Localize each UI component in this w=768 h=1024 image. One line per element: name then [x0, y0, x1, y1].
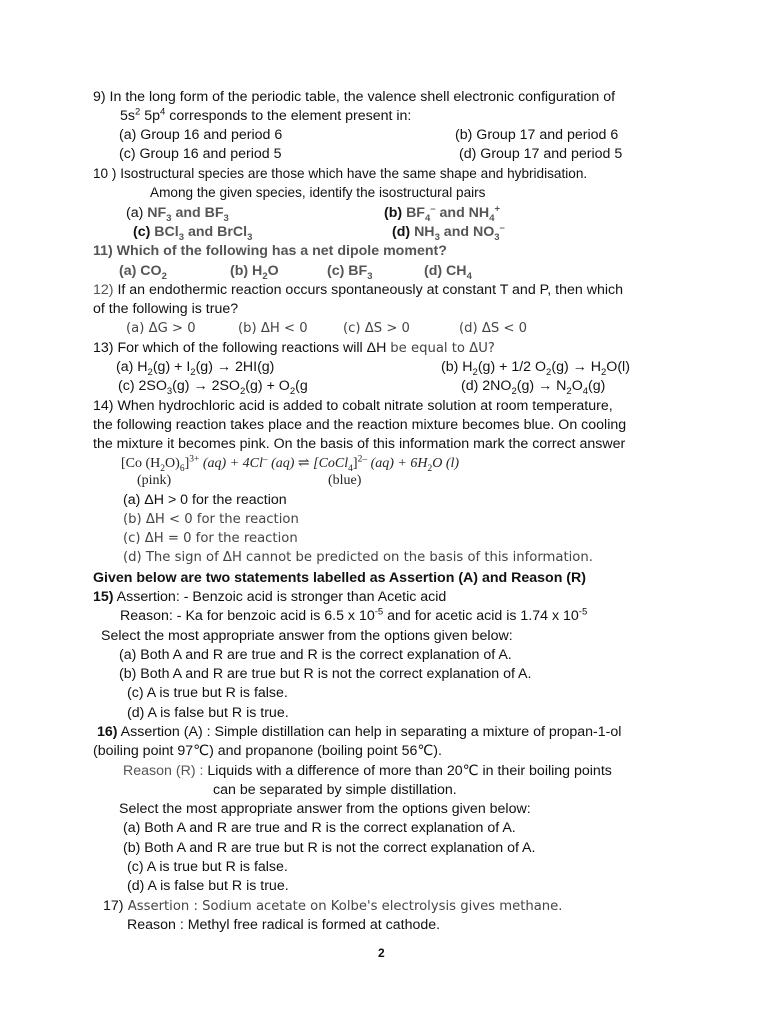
- q11-option-b: (b) $H_2O$: [230, 263, 279, 282]
- q14-option-b: (b) ΔH < 0 for the reaction: [123, 512, 299, 527]
- q16-option-a: (a) Both A and R are true and R is the correct explanation of A.: [123, 820, 516, 836]
- q15-reason: Reason: - Ka for benzoic acid is 6.5 x $10^{-5}$ and for acetic acid is 1.74 x $10^{-5}$: [120, 606, 588, 624]
- q14-stem-line-1: 14) When hydrochloric acid is added to cobalt nitrate solution at room temperature,: [93, 398, 613, 414]
- q14-equation: [Co $(H_2O)_6]^{3+}$ (aq) + 4Cl– (aq) ⇌ [CoCl$_4$]$^{2-}$ $(aq) + 6H_2O$ (l): [121, 454, 460, 474]
- q16-reason-line-1: Reason (R) : Liquids with a difference of more than 20℃ in their boiling points: [123, 763, 612, 779]
- q12-stem-line-1: 12) If an endothermic reaction occurs spontaneously at constant T and P, then which: [93, 282, 624, 298]
- q14-stem-line-3: the mixture it becomes pink. On the basis of this information mark the correct answer: [93, 436, 626, 452]
- q13-option-d: (d) $2NO_2(g) \to N_2O_4(g)$: [461, 378, 606, 397]
- q12-option-d: (d) ΔS < 0: [459, 321, 528, 336]
- q16-option-d: (d) A is false but R is true.: [127, 878, 289, 894]
- q9-option-b: (b) Group 17 and period 6: [455, 127, 619, 143]
- section-heading: Given below are two statements labelled as Assertion (A) and Reason (R): [93, 570, 587, 586]
- q17-assertion: 17) Assertion : Sodium acetate on Kolbe's electrolysis gives methane.: [103, 898, 563, 914]
- q14-option-c: (c) ΔH = 0 for the reaction: [123, 531, 298, 546]
- q11-stem: 11) Which of the following has a net dipole moment?: [93, 243, 447, 259]
- q11-option-a: (a) $CO_2$: [119, 263, 167, 282]
- q11-option-c: (c) $BF_3$: [327, 263, 373, 282]
- q9-option-c: (c) Group 16 and period 5: [119, 146, 282, 162]
- q10-option-a: (a) $NF_3$ and $BF_3$: [126, 205, 229, 224]
- q14-label-pink: (pink): [137, 473, 172, 488]
- q12-option-b: (b) ΔH < 0: [238, 321, 308, 336]
- q16-assertion-line-2: (boiling point 97℃) and propanone (boiling point 56℃).: [93, 743, 442, 759]
- q15-option-d: (d) A is false but R is true.: [127, 705, 289, 721]
- q16-option-c: (c) A is true but R is false.: [127, 859, 288, 875]
- q10-stem-line-1: 10 ) Isostructural species are those which have the same shape and hybridisation.: [93, 166, 588, 181]
- q14-option-a: (a) ΔH > 0 for the reaction: [123, 492, 287, 508]
- q10-option-c: (c) BCl$_3$ and BrCl$_3$: [133, 224, 253, 243]
- q13-option-c: (c) $2SO_3(g) \to 2SO_2(g) + O_2(g$: [118, 378, 308, 397]
- q9-option-a: (a) Group 16 and period 6: [119, 127, 283, 143]
- q13-option-a: (a) $H_2(g) + I_2(g) \to 2HI(g)$: [116, 359, 275, 378]
- q10-stem-line-2: Among the given species, identify the isostructural pairs: [150, 185, 486, 200]
- page-number: 2: [378, 946, 385, 960]
- q12-stem-line-2: of the following is true?: [93, 301, 239, 317]
- q15-option-b: (b) Both A and R are true but R is not the correct explanation of A.: [119, 666, 532, 682]
- q9-option-d: (d) Group 17 and period 5: [459, 146, 623, 162]
- q12-option-a: (a) ΔG > 0: [126, 321, 196, 336]
- q15-select: Select the most appropriate answer from the options given below:: [101, 628, 513, 644]
- q14-label-blue: (blue): [328, 473, 362, 488]
- q16-reason-line-2: can be separated by simple distillation.: [213, 782, 457, 798]
- q11-option-d: (d) $CH_4$: [424, 263, 472, 282]
- q15-option-c: (c) A is true but R is false.: [127, 685, 288, 701]
- q12-option-c: (c) ΔS > 0: [343, 321, 410, 336]
- q17-reason: Reason : Methyl free radical is formed at cathode.: [127, 917, 441, 933]
- q16-select: Select the most appropriate answer from the options given below:: [119, 801, 531, 817]
- q14-stem-line-2: the following reaction takes place and the reaction mixture becomes blue. On cooling: [93, 417, 627, 433]
- q16-assertion-line-1: 16) Assertion (A) : Simple distillation can help in separating a mixture of propan-1-ol: [97, 724, 622, 740]
- q9-stem-line-2: $5s^2$ $5p^4$ corresponds to the element present in:: [120, 106, 412, 124]
- q10-option-b: (b) $BF_4^-$ and $NH_4^+$: [384, 203, 501, 224]
- q13-stem: 13) For which of the following reactions will ΔH be equal to ΔU?: [93, 340, 495, 356]
- q9-stem-line-1: 9) In the long form of the periodic table, the valence shell electronic configuration of: [93, 89, 616, 105]
- q10-option-d: (d) $NH_3$ and $NO_3^-$: [392, 222, 505, 243]
- q14-option-d: (d) The sign of ΔH cannot be predicted on the basis of this information.: [123, 550, 593, 565]
- q15-option-a: (a) Both A and R are true and R is the correct explanation of A.: [119, 647, 512, 663]
- q13-option-b: (b) $H_2(g) + 1/2$ $O_2(g) \to H_2O(l)$: [441, 359, 630, 378]
- q16-option-b: (b) Both A and R are true but R is not the correct explanation of A.: [123, 840, 536, 856]
- q15-assertion: 15) Assertion: - Benzoic acid is stronger than Acetic acid: [93, 589, 447, 605]
